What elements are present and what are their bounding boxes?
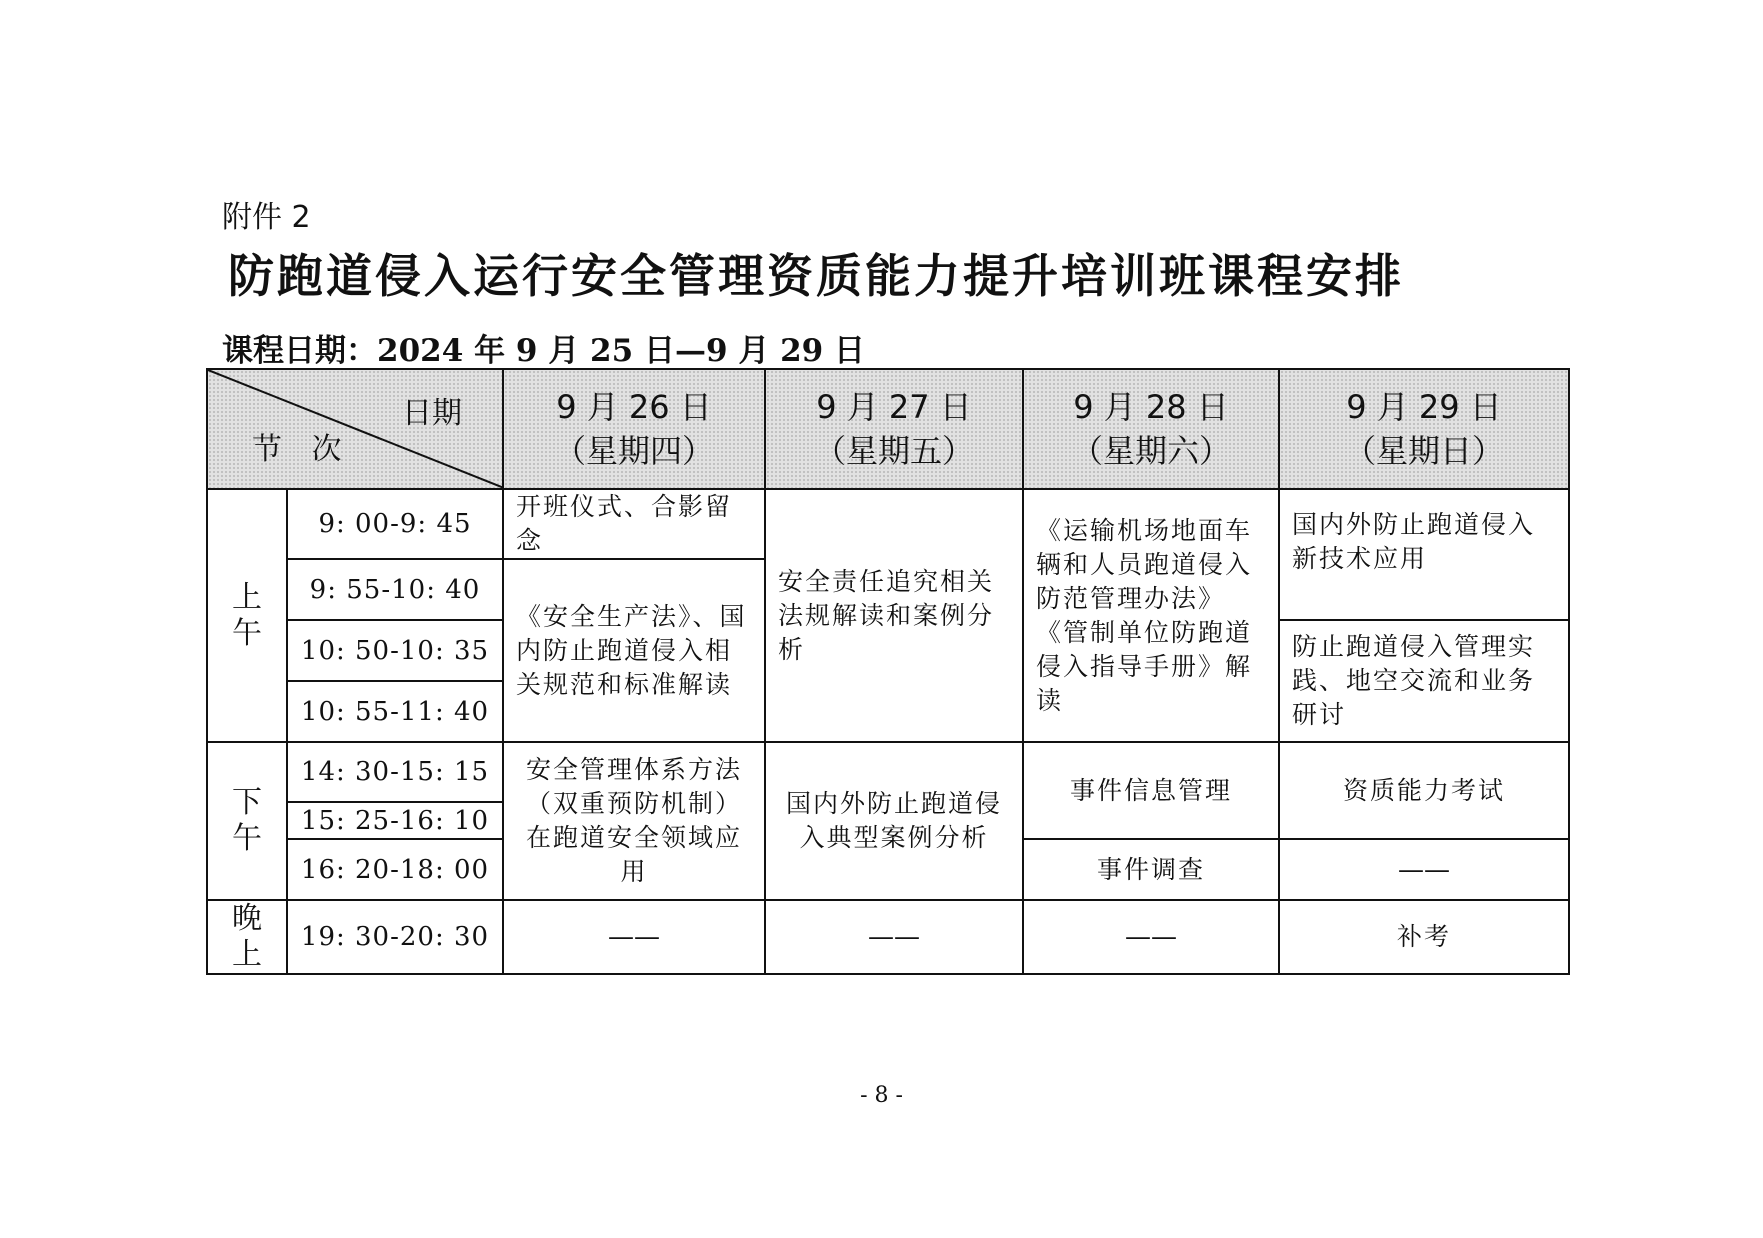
time-slot: 15: 25-16: 10 — [287, 802, 503, 839]
day-date: 9 月 28 日 — [1073, 388, 1229, 426]
time-slot: 10: 55-11: 40 — [287, 681, 503, 742]
header-row — [207, 369, 1569, 489]
session-cell: 国内外防止跑道侵入新技术应用 — [1279, 489, 1569, 620]
time-slot: 16: 20-18: 00 — [287, 839, 503, 900]
corner-date-label: 日期 — [402, 396, 462, 431]
day-date: 9 月 29 日 — [1346, 388, 1502, 426]
session-cell: 安全责任追究相关法规解读和案例分析 — [765, 489, 1023, 742]
table-row — [207, 900, 1569, 974]
time-slot: 9: 00-9: 45 — [287, 489, 503, 559]
session-cell: 国内外防止跑道侵入典型案例分析 — [765, 742, 1023, 900]
schedule-table — [206, 368, 1570, 975]
session-cell: 补考 — [1279, 900, 1569, 974]
page-number: - 8 - — [860, 1083, 903, 1108]
session-cell: 事件调查 — [1023, 839, 1279, 900]
session-cell: 开班仪式、合影留念 — [503, 489, 765, 559]
period-evening: 晚上 — [207, 900, 287, 974]
day-weekday: （星期六） — [1070, 432, 1231, 470]
time-slot: 10: 50-10: 35 — [287, 620, 503, 681]
period-afternoon: 下午 — [207, 742, 287, 900]
session-cell: —— — [1279, 839, 1569, 900]
day-header-4 — [1279, 369, 1569, 489]
day-weekday: （星期四） — [553, 432, 714, 470]
day-date: 9 月 26 日 — [556, 388, 712, 426]
session-cell: 《运输机场地面车辆和人员跑道侵入防范管理办法》《管制单位防跑道侵入指导手册》解读 — [1023, 489, 1279, 742]
day-header-1 — [503, 369, 765, 489]
session-cell: —— — [765, 900, 1023, 974]
time-slot: 19: 30-20: 30 — [287, 900, 503, 974]
session-cell: 资质能力考试 — [1279, 742, 1569, 839]
session-cell: 安全管理体系方法（双重预防机制）在跑道安全领域应用 — [503, 742, 765, 900]
time-slot: 14: 30-15: 15 — [287, 742, 503, 802]
day-date: 9 月 27 日 — [816, 388, 972, 426]
corner-section-label: 节 次 — [252, 432, 352, 467]
session-cell: —— — [1023, 900, 1279, 974]
corner-cell — [207, 369, 503, 489]
session-cell: 防止跑道侵入管理实践、地空交流和业务研讨 — [1279, 620, 1569, 742]
session-cell: —— — [503, 900, 765, 974]
course-dates: 课程日期：2024 年 9 月 25 日—9 月 29 日 — [222, 333, 866, 369]
day-header-2 — [765, 369, 1023, 489]
day-weekday: （星期日） — [1343, 432, 1504, 470]
table-row — [207, 742, 1569, 802]
document-title: 防跑道侵入运行安全管理资质能力提升培训班课程安排 — [228, 249, 1404, 303]
day-header-3 — [1023, 369, 1279, 489]
period-morning: 上午 — [207, 489, 287, 742]
session-cell: 《安全生产法》、国内防止跑道侵入相关规范和标准解读 — [503, 559, 765, 742]
table-row — [207, 489, 1569, 559]
session-cell: 事件信息管理 — [1023, 742, 1279, 839]
day-weekday: （星期五） — [813, 432, 974, 470]
time-slot: 9: 55-10: 40 — [287, 559, 503, 620]
attachment-label: 附件 2 — [222, 200, 311, 235]
